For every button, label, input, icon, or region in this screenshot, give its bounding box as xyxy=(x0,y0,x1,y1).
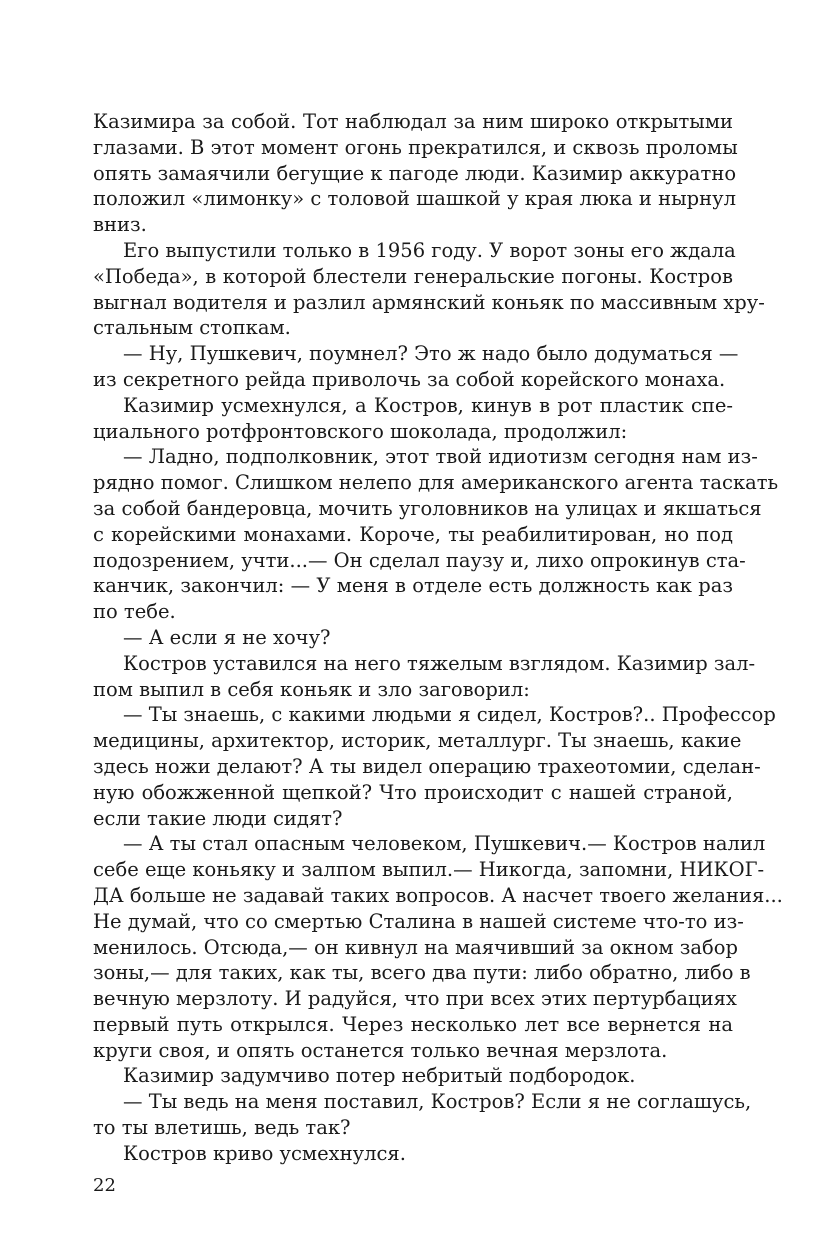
text-line: положил «лимонку» с толовой шашкой у края люка и нырнул xyxy=(93,187,736,211)
text-line: за собой бандеровца, мочить уголовников на улицах и якшаться xyxy=(93,496,762,520)
text-line: Казимир задумчиво потер небритый подбородок. xyxy=(123,1064,636,1088)
text-line: глазами. В этот момент огонь прекратился, и сквозь проломы xyxy=(93,135,738,159)
text-line: то ты влетишь, ведь так? xyxy=(93,1116,351,1140)
text-line: круги своя, и опять останется только вечная мерзлота. xyxy=(93,1038,668,1062)
text-line: подозрением, учти...— Он сделал паузу и, лихо опрокинув ста- xyxy=(93,548,746,572)
text-line: опять замаячили бегущие к пагоде люди. Казимир аккуратно xyxy=(93,161,737,185)
text-line: себе еще коньяку и залпом выпил.— Никогда, запомни, НИКОГ- xyxy=(93,858,765,882)
text-line: «Победа», в которой блестели генеральские погоны. Костров xyxy=(93,264,733,288)
text-line: если такие люди сидят? xyxy=(93,806,343,830)
text-line: Его выпустили только в 1956 году. У ворот зоны его ждала xyxy=(123,238,736,262)
text-line: — А ты стал опасным человеком, Пушкевич.— Костров налил xyxy=(123,832,766,856)
body-text xyxy=(93,109,783,1167)
text-line: из секретного рейда приволочь за собой корейского монаха. xyxy=(93,367,726,391)
text-line: здесь ножи делают? А ты видел операцию трахеотомии, сделан- xyxy=(93,754,761,778)
text-line: циального ротфронтовского шоколада, продолжил: xyxy=(93,419,628,443)
text-line: — Ты знаешь, с какими людьми я сидел, Костров?.. Профессор xyxy=(123,703,776,727)
text-line: — Ну, Пушкевич, поумнел? Это ж надо было додуматься — xyxy=(123,342,739,366)
text-line: с корейскими монахами. Короче, ты реабилитирован, но под xyxy=(93,522,733,546)
text-line: менилось. Отсюда,— он кивнул на маячивший за окном забор xyxy=(93,935,738,959)
text-line: вниз. xyxy=(93,213,147,237)
text-line: выгнал водителя и разлил армянский коньяк по массивным хру- xyxy=(93,290,765,314)
text-line: ную обожженной щепкой? Что происходит с нашей страной, xyxy=(93,780,733,804)
text-line: Казимир усмехнулся, а Костров, кинув в рот пластик спе- xyxy=(123,393,733,417)
text-line: первый путь открылся. Через несколько лет все вернется на xyxy=(93,1012,733,1036)
text-line: Костров криво усмехнулся. xyxy=(123,1141,406,1165)
text-line: медицины, архитектор, историк, металлург. Ты знаешь, какие xyxy=(93,729,742,753)
text-line: — Ты ведь на меня поставил, Костров? Если я не соглашусь, xyxy=(123,1090,752,1114)
text-line: пом выпил в себя коньяк и зло заговорил: xyxy=(93,677,530,701)
text-line: — А если я не хочу? xyxy=(123,625,331,649)
text-line: зоны,— для таких, как ты, всего два пути: либо обратно, либо в xyxy=(93,961,751,985)
text-line: канчик, закончил: — У меня в отделе есть должность как раз xyxy=(93,574,733,598)
text-line: Не думай, что со смертью Сталина в нашей системе что-то из- xyxy=(93,909,744,933)
text-line: ДА больше не задавай таких вопросов. А насчет твоего желания... xyxy=(93,883,783,907)
text-line: Казимира за собой. Тот наблюдал за ним широко открытыми xyxy=(93,110,733,133)
text-line: по тебе. xyxy=(93,600,176,624)
text-line: рядно помог. Слишком нелепо для американского агента таскать xyxy=(93,471,779,495)
text-line: стальным стопкам. xyxy=(93,316,291,340)
page-number: 22 xyxy=(93,1175,116,1196)
text-line: Костров уставился на него тяжелым взглядом. Казимир зал- xyxy=(123,651,756,675)
text-line: вечную мерзлоту. И радуйся, что при всех этих пертурбациях xyxy=(93,987,737,1011)
text-line: — Ладно, подполковник, этот твой идиотизм сегодня нам из- xyxy=(123,445,758,469)
